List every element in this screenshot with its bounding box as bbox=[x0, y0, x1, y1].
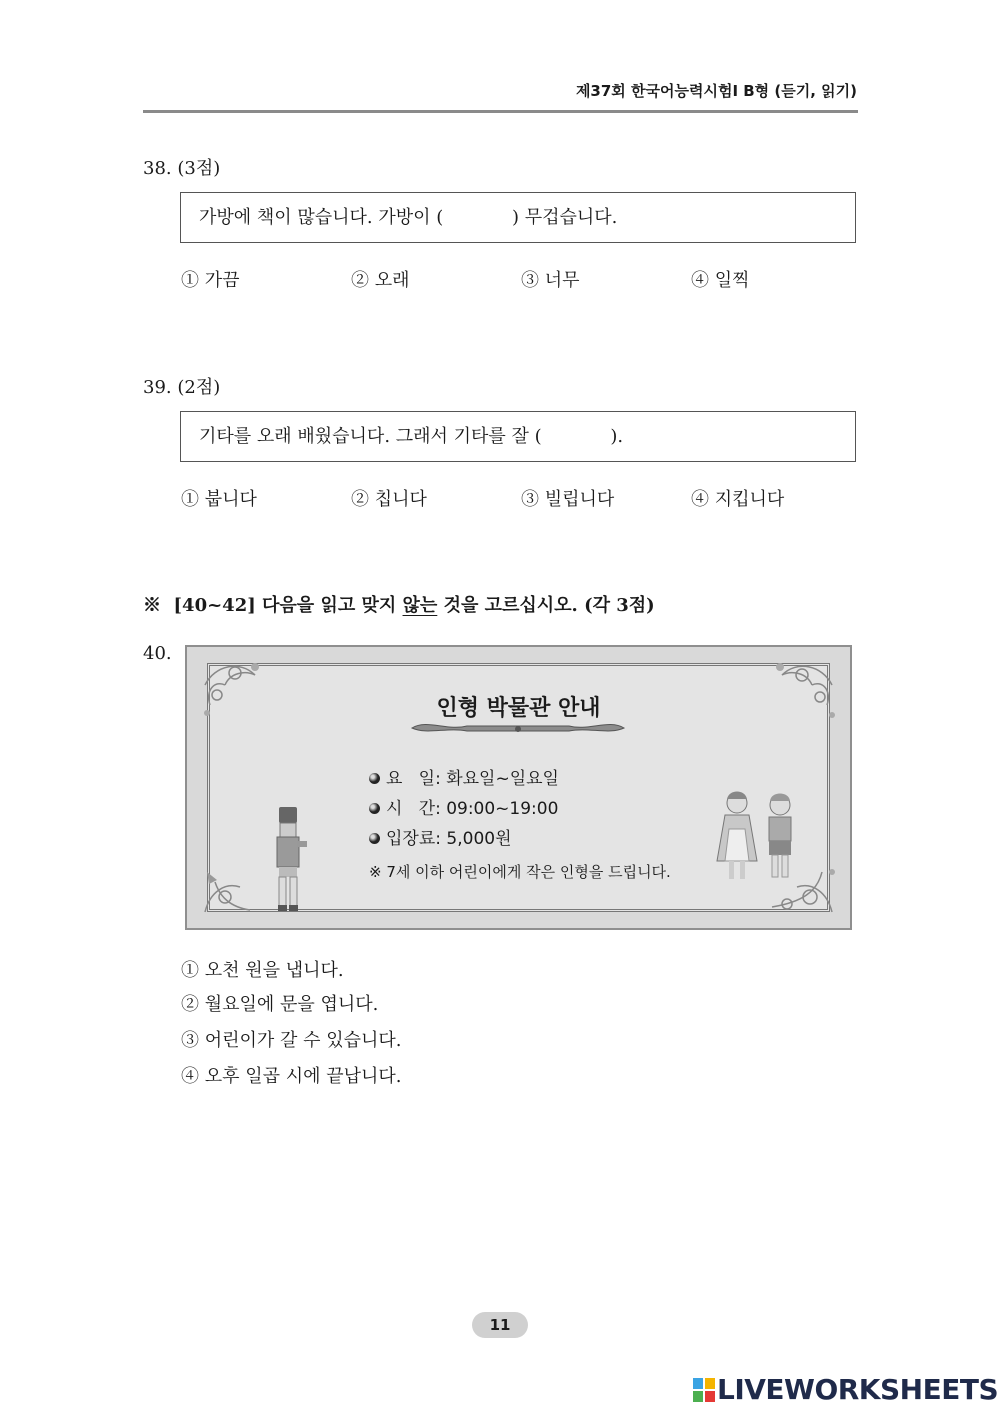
page-number: 11 bbox=[472, 1312, 528, 1338]
bullet-icon bbox=[369, 773, 380, 784]
q40-number: 40. bbox=[143, 643, 172, 664]
q39-option-1[interactable]: ① 붑니다 bbox=[181, 489, 257, 510]
q38-number: 38. bbox=[143, 158, 172, 179]
days-value: : 화요일~일요일 bbox=[435, 769, 559, 789]
bullet-icon bbox=[369, 803, 380, 814]
q39-points: (2점) bbox=[177, 377, 221, 398]
q40-option-1[interactable]: ① 오천 원을 냅니다. bbox=[181, 960, 344, 981]
bullet-icon bbox=[369, 833, 380, 844]
q40-option-4[interactable]: ④ 오후 일곱 시에 끝납니다. bbox=[181, 1066, 402, 1087]
liveworksheets-brand[interactable] bbox=[693, 1373, 998, 1406]
fee-label: 입장료 bbox=[386, 829, 436, 849]
q39-number: 39. bbox=[143, 377, 172, 398]
q38-sentence-box: 가방에 책이 많습니다. 가방이 ( ) 무겁습니다. bbox=[180, 192, 856, 243]
poster-line-hours bbox=[369, 794, 558, 819]
q38-option-2[interactable]: ② 오래 bbox=[351, 270, 410, 291]
q40-option-3[interactable]: ③ 어린이가 갈 수 있습니다. bbox=[181, 1030, 402, 1051]
instruction-prefix: ※ [40~42] 다음을 읽고 맞지 bbox=[143, 595, 403, 616]
page-header-title: 제37회 한국어능력시험Ⅰ B형 (듣기, 읽기) bbox=[575, 82, 857, 100]
museum-poster bbox=[185, 645, 852, 930]
q38-points: (3점) bbox=[177, 158, 221, 179]
hours-value: : 09:00~19:00 bbox=[435, 799, 559, 819]
header-divider bbox=[143, 110, 858, 113]
section-instruction bbox=[143, 591, 655, 617]
q39-option-2[interactable]: ② 칩니다 bbox=[351, 489, 427, 510]
fee-value: : 5,000원 bbox=[435, 829, 512, 849]
q39-heading bbox=[143, 373, 220, 399]
days-label: 요 일 bbox=[386, 769, 436, 789]
liveworksheets-logo-icon bbox=[693, 1378, 715, 1402]
instruction-emphasis: 않는 bbox=[402, 595, 438, 616]
q38-heading bbox=[143, 154, 220, 180]
dolls-illustration bbox=[715, 789, 805, 889]
poster-title: 인형 박물관 안내 bbox=[436, 696, 601, 721]
poster-line-days bbox=[369, 764, 559, 789]
q38-option-3[interactable]: ③ 너무 bbox=[521, 270, 580, 291]
q40-option-2[interactable]: ② 월요일에 문을 엽니다. bbox=[181, 994, 379, 1015]
corner-flourish-bottom-left bbox=[195, 852, 265, 922]
brand-text: LIVEWORKSHEETS bbox=[717, 1373, 999, 1406]
hours-label: 시 간 bbox=[386, 799, 436, 819]
q39-option-4[interactable]: ④ 지킵니다 bbox=[691, 489, 785, 510]
q38-option-4[interactable]: ④ 일찍 bbox=[691, 270, 750, 291]
instruction-suffix: 것을 고르십시오. (각 3점) bbox=[437, 595, 655, 616]
q39-sentence-box: 기타를 오래 배웠습니다. 그래서 기타를 잘 ( ). bbox=[180, 411, 856, 462]
q38-option-1[interactable]: ① 가끔 bbox=[181, 270, 240, 291]
title-ribbon bbox=[407, 717, 629, 739]
nutcracker-soldier-illustration bbox=[267, 805, 317, 915]
poster-note: ※ 7세 이하 어린이에게 작은 인형을 드립니다. bbox=[369, 863, 671, 881]
poster-line-fee bbox=[369, 824, 512, 849]
q39-option-3[interactable]: ③ 빌립니다 bbox=[521, 489, 615, 510]
